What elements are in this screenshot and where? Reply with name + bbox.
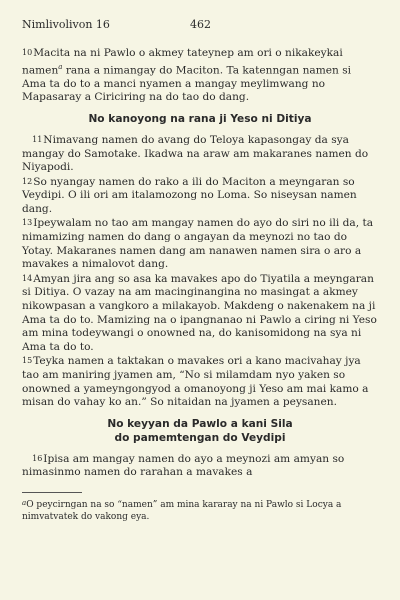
paragraph-verse: [22, 272, 378, 355]
page-number: 462: [190, 18, 211, 31]
paragraph-verse: [22, 133, 378, 175]
verse-number: 11: [32, 134, 43, 144]
section-heading-line: do pamemtengan do Veydipi: [114, 431, 286, 444]
paragraph-verse: [22, 354, 378, 409]
section-1-verses: [22, 133, 378, 410]
footnote-divider: [22, 492, 82, 493]
paragraph-verse: [22, 452, 378, 480]
verse-text: So nyangay namen do rako a ili do Maciton a meyngaran so Veydipi. O ili ori am italamozong no Loma. So niseysan namen dang.: [22, 175, 357, 215]
section-heading: [22, 417, 378, 445]
footnote-text: O peycirngan na so “namen” am mina kararay na ni Pawlo si Locya a nimvatvatek do vakong eya.: [22, 499, 342, 522]
footnote-mark: a: [22, 498, 27, 507]
verse-text: Teyka namen a taktakan o mavakes ori a kano macivahay jya tao am maniring jyamen am, “No si milamdam nyo yaken so onowned a yameyngongyod a omanoyong ji Yeso am mai kamo a misan do vahay ko an.” So nitaidan na jyamen a peysanen.: [22, 355, 369, 409]
footnote-marker[interactable]: a: [58, 62, 63, 71]
verse-text: Amyan jira ang so asa ka mavakes apo do Tiyatila a meyngaran si Ditiya. O vazay na am macinginangina no masingat a akmey nikowpasan a vangkoro a milakayob. Makdeng o nakenakem na ji Ama ta do to. Mamizing na o ipangnanao ni Pawlo a ciring ni Yeso am mina todeywangi o onowned na, do kanisomidong na sya ni Ama ta do to.: [22, 272, 377, 353]
section-2-verses: [22, 452, 378, 480]
paragraph-verse: [22, 216, 378, 271]
paragraph-verse-10: [22, 46, 378, 105]
verse-text: Ipisa am mangay namen do ayo a meynozi am amyan so nimasinmo namen do rarahan a mavakes a: [22, 452, 345, 479]
section-heading-line: No kanoyong na rana ji Yeso ni Ditiya: [88, 112, 312, 125]
footnote: [22, 497, 378, 523]
verse-text: Macita na ni Pawlo o akmey tateynep am ori o nikakeykai namen: [22, 47, 343, 77]
verse-text: Ipeywalam no tao am mangay namen do ayo do siri no ili da, ta nimamizing namen do dang o angayan da meynozi no tao do Yotay. Makaranes namen dang am nanawen namen sira o aro a mavakes a nimalovot dang.: [22, 217, 374, 271]
paragraph-verse: [22, 175, 378, 217]
verse-number: 14: [22, 273, 33, 283]
verse-number: 16: [32, 453, 43, 463]
verse-number: 15: [22, 356, 33, 366]
verse-number: 12: [22, 176, 33, 186]
verse-text: rana a nimangay do Maciton. Ta katenngan namen si Ama ta do to a manci nyamen a mangay meylimwang no Mapasaray a Ciriciring na do tao do dang.: [22, 64, 352, 104]
verse-number: 13: [22, 218, 33, 228]
verse-text: Nimavang namen do avang do Teloya kapasongay da sya mangay do Samotake. Ikadwa na araw am makaranes namen do Niyapodi.: [22, 133, 369, 174]
verse-number: 10: [22, 48, 33, 57]
section-heading: [22, 112, 378, 126]
book-title: Nimlivolivon 16: [22, 18, 110, 31]
running-head: [22, 18, 378, 32]
section-heading-line: No keyyan da Pawlo a kani Sila: [107, 417, 293, 430]
